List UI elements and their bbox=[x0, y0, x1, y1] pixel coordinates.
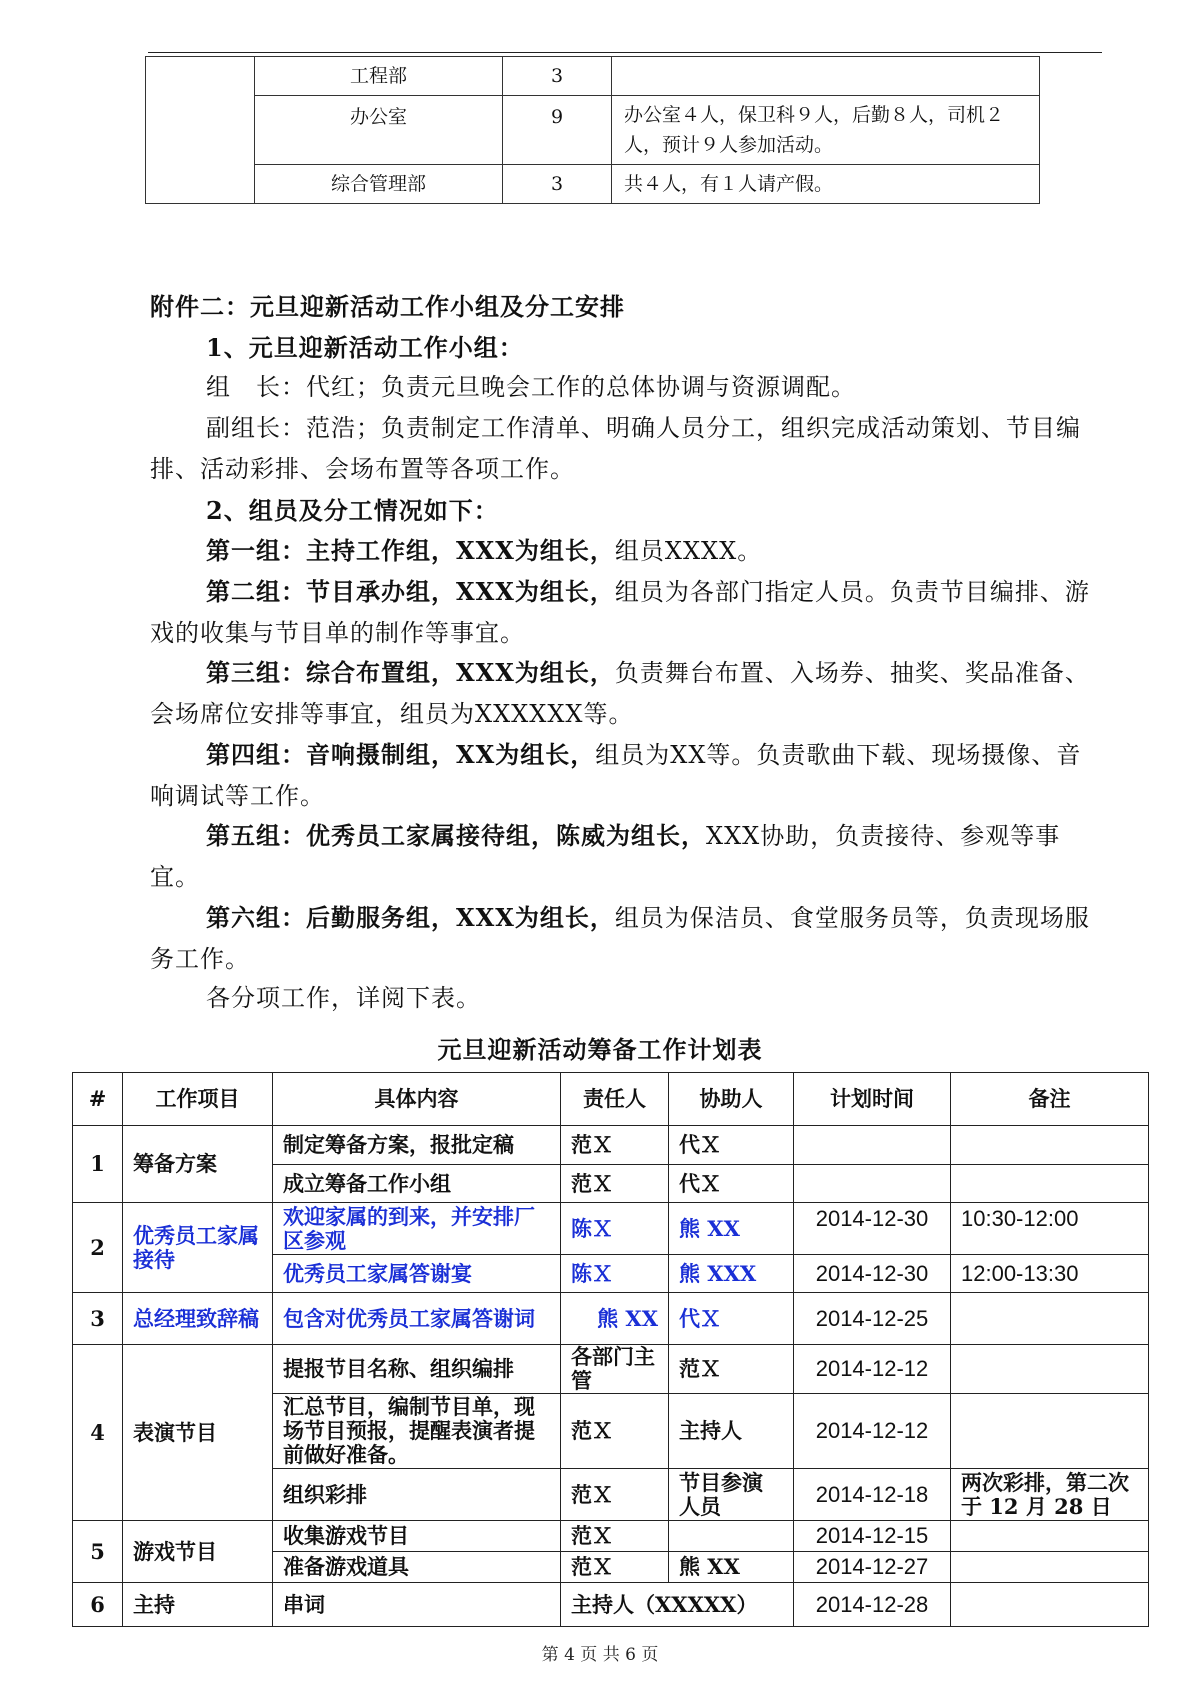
group-text: 组员XXXX。 bbox=[614, 537, 763, 565]
deputy-line: 副组长：范浩；负责制定工作清单、明确人员分工，组织完成活动策划、节目编排、活动彩排、会场布置等各项工作。 bbox=[150, 414, 1081, 483]
note-cell bbox=[951, 1126, 1149, 1165]
helper-cell: 代Ｘ bbox=[669, 1126, 794, 1165]
date-cell: 2014-12-30 bbox=[794, 1255, 951, 1293]
content-cell: 优秀员工家属答谢宴 bbox=[273, 1255, 561, 1293]
column-header: 协助人 bbox=[669, 1073, 794, 1126]
column-header: 备注 bbox=[951, 1073, 1149, 1126]
group-paragraph bbox=[150, 530, 1100, 572]
date-cell: 2014-12-30 bbox=[794, 1203, 951, 1255]
column-header: 责任人 bbox=[561, 1073, 669, 1126]
helper-cell: 代Ｘ bbox=[669, 1293, 794, 1345]
content-cell: 制定筹备方案，报批定稿 bbox=[273, 1126, 561, 1165]
group-label: 第五组：优秀员工家属接待组，陈威为组长， bbox=[206, 821, 706, 850]
group-text: XXX协助，负责接待、参观等事宜。 bbox=[150, 822, 1061, 891]
content-cell: 提报节目名称、组织编排 bbox=[273, 1345, 561, 1394]
owner-cell: 主持人（XXXXX） bbox=[561, 1583, 794, 1627]
owner-cell: 范Ｘ bbox=[561, 1552, 669, 1583]
group-label: 第一组：主持工作组，XXX为组长， bbox=[206, 536, 615, 565]
row-number: 6 bbox=[73, 1583, 123, 1627]
leader-line: 组 长：代红；负责元旦晚会工作的总体协调与资源调配。 bbox=[206, 373, 856, 401]
content-cell: 成立筹备工作小组 bbox=[273, 1165, 561, 1203]
table-row bbox=[73, 1126, 1149, 1165]
note-cell bbox=[612, 57, 1040, 96]
date-cell: 2014-12-27 bbox=[794, 1552, 951, 1583]
group-paragraph bbox=[150, 734, 1100, 817]
group-paragraph bbox=[150, 652, 1100, 735]
owner-cell: 熊 XX bbox=[561, 1293, 669, 1345]
department-table bbox=[145, 56, 1040, 204]
content-cell: 准备游戏道具 bbox=[273, 1552, 561, 1583]
group-paragraph bbox=[150, 897, 1100, 980]
helper-cell: 熊 XXX bbox=[669, 1255, 794, 1293]
count-cell: 3 bbox=[503, 57, 612, 96]
dept-cell: 工程部 bbox=[255, 57, 503, 96]
date-cell bbox=[794, 1126, 951, 1165]
row-number: 1 bbox=[73, 1126, 123, 1203]
owner-cell: 范Ｘ bbox=[561, 1165, 669, 1203]
note-cell: 共４人，有１人请产假。 bbox=[612, 165, 1040, 204]
table-row bbox=[146, 96, 1040, 165]
note-cell bbox=[951, 1293, 1149, 1345]
date-cell: 2014-12-28 bbox=[794, 1583, 951, 1627]
group-label: 第六组：后勤服务组，XXX为组长， bbox=[206, 903, 615, 932]
date-cell: 2014-12-12 bbox=[794, 1394, 951, 1469]
project-cell: 优秀员工家属接待 bbox=[123, 1203, 273, 1293]
group-paragraph bbox=[150, 815, 1100, 898]
group-text: 组员为保洁员、食堂服务员等，负责现场服务工作。 bbox=[150, 904, 1090, 973]
date-cell: 2014-12-18 bbox=[794, 1469, 951, 1521]
group-text: 负责舞台布置、入场券、抽奖、奖品准备、会场席位安排等事宜，组员为XXXXXX等。 bbox=[150, 659, 1090, 728]
table-row bbox=[73, 1345, 1149, 1394]
content-cell: 汇总节目，编制节目单，现场节目预报，提醒表演者提前做好准备。 bbox=[273, 1394, 561, 1469]
count-cell: 9 bbox=[503, 96, 612, 165]
project-cell: 表演节目 bbox=[123, 1345, 273, 1521]
section-title: 1、元旦迎新活动工作小组： bbox=[206, 333, 524, 362]
page-footer: 第 4 页 共 6 页 bbox=[541, 1645, 659, 1665]
helper-cell: 主持人 bbox=[669, 1394, 794, 1469]
helper-cell: 代Ｘ bbox=[669, 1165, 794, 1203]
content-cell: 包含对优秀员工家属答谢词 bbox=[273, 1293, 561, 1345]
attachment-heading: 附件二：元旦迎新活动工作小组及分工安排 bbox=[150, 292, 625, 321]
note-cell: 12:00-13:30 bbox=[951, 1255, 1149, 1293]
table-row bbox=[73, 1521, 1149, 1552]
group-paragraph bbox=[150, 571, 1100, 654]
content-cell: 欢迎家属的到来，并安排厂区参观 bbox=[273, 1203, 561, 1255]
table-row bbox=[73, 1293, 1149, 1345]
owner-cell: 范Ｘ bbox=[561, 1521, 669, 1552]
dept-cell: 办公室 bbox=[255, 96, 503, 165]
table-row bbox=[73, 1583, 1149, 1627]
helper-cell bbox=[669, 1521, 794, 1552]
section-title: 2、组员及分工情况如下： bbox=[206, 496, 499, 525]
closing-line: 各分项工作，详阅下表。 bbox=[206, 984, 481, 1012]
owner-cell: 陈Ｘ bbox=[561, 1255, 669, 1293]
group-label: 第二组：节目承办组，XXX为组长， bbox=[206, 577, 615, 606]
header-row bbox=[73, 1073, 1149, 1126]
note-cell bbox=[951, 1583, 1149, 1627]
content-cell: 收集游戏节目 bbox=[273, 1521, 561, 1552]
group-text: 组员为各部门指定人员。负责节目编排、游戏的收集与节目单的制作等事宜。 bbox=[150, 578, 1090, 647]
owner-cell: 范Ｘ bbox=[561, 1126, 669, 1165]
owner-cell: 各部门主管 bbox=[561, 1345, 669, 1394]
helper-cell: 范Ｘ bbox=[669, 1345, 794, 1394]
note-cell bbox=[951, 1394, 1149, 1469]
date-cell bbox=[794, 1165, 951, 1203]
row-number: 5 bbox=[73, 1521, 123, 1583]
dept-cell: 综合管理部 bbox=[255, 165, 503, 204]
table-row bbox=[146, 165, 1040, 204]
table-row bbox=[146, 57, 1040, 96]
row-number: 3 bbox=[73, 1293, 123, 1345]
note-cell bbox=[951, 1345, 1149, 1394]
group-text: 组员为XX等。负责歌曲下载、现场摄像、音响调试等工作。 bbox=[150, 741, 1082, 810]
date-cell: 2014-12-25 bbox=[794, 1293, 951, 1345]
group-label: 第三组：综合布置组，XXX为组长， bbox=[206, 658, 615, 687]
group-label: 第四组：音响摄制组，XX为组长， bbox=[206, 740, 596, 769]
note-cell: 10:30-12:00 bbox=[951, 1203, 1149, 1255]
helper-cell: 熊 XX bbox=[669, 1552, 794, 1583]
plan-table bbox=[72, 1072, 1149, 1627]
row-number: 4 bbox=[73, 1345, 123, 1521]
count-cell: 3 bbox=[503, 165, 612, 204]
project-cell: 总经理致辞稿 bbox=[123, 1293, 273, 1345]
project-cell: 游戏节目 bbox=[123, 1521, 273, 1583]
owner-cell: 范Ｘ bbox=[561, 1394, 669, 1469]
column-header: # bbox=[73, 1073, 123, 1126]
blank-cell bbox=[146, 57, 255, 204]
content-cell: 串词 bbox=[273, 1583, 561, 1627]
helper-cell: 节目参演人员 bbox=[669, 1469, 794, 1521]
note-cell: 办公室４人，保卫科９人，后勤８人，司机２人，预计９人参加活动。 bbox=[612, 96, 1040, 165]
note-cell bbox=[951, 1521, 1149, 1552]
column-header: 具体内容 bbox=[273, 1073, 561, 1126]
column-header: 工作项目 bbox=[123, 1073, 273, 1126]
project-cell: 筹备方案 bbox=[123, 1126, 273, 1203]
project-cell: 主持 bbox=[123, 1583, 273, 1627]
note-cell: 两次彩排，第二次于 12 月 28 日 bbox=[951, 1469, 1149, 1521]
date-cell: 2014-12-15 bbox=[794, 1521, 951, 1552]
column-header: 计划时间 bbox=[794, 1073, 951, 1126]
table-row bbox=[73, 1203, 1149, 1255]
top-rule bbox=[148, 52, 1102, 53]
helper-cell: 熊 XX bbox=[669, 1203, 794, 1255]
content-cell: 组织彩排 bbox=[273, 1469, 561, 1521]
table-title: 元旦迎新活动筹备工作计划表 bbox=[437, 1035, 763, 1064]
date-cell: 2014-12-12 bbox=[794, 1345, 951, 1394]
owner-cell: 范Ｘ bbox=[561, 1469, 669, 1521]
owner-cell: 陈Ｘ bbox=[561, 1203, 669, 1255]
note-cell bbox=[951, 1552, 1149, 1583]
row-number: 2 bbox=[73, 1203, 123, 1293]
note-cell bbox=[951, 1165, 1149, 1203]
